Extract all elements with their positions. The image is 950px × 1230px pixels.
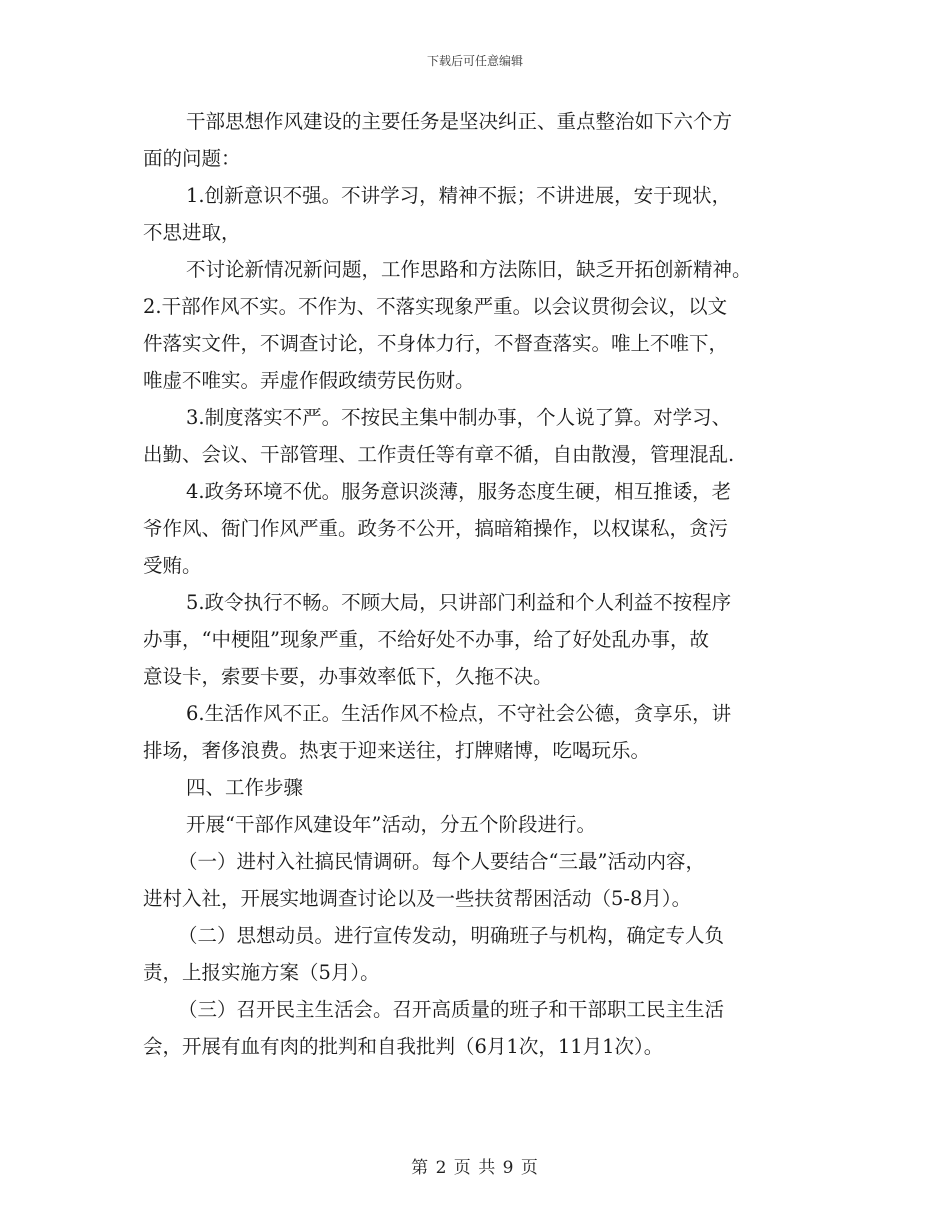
text-line: 排场，奢侈浪费。热衷于迎来送往，打牌赌博，吃喝玩乐。 <box>143 739 651 762</box>
text-line: （二）思想动员。进行宣传发动，明确班子与机构，确定专人负 <box>178 924 725 947</box>
document-body <box>143 103 803 1065</box>
text-line: 办事，“中梗阻”现象严重，不给好处不办事，给了好处乱办事，故 <box>143 628 709 651</box>
text-line: 责，上报实施方案（5月）。 <box>143 961 380 984</box>
page-number: 第 2 页 共 9 页 <box>411 1158 539 1178</box>
text-line: 6.生活作风不正。生活作风不检点，不守社会公德，贪享乐，讲 <box>186 702 732 725</box>
text-line: 意设卡，索要卡要，办事效率低下，久拖不决。 <box>143 665 553 688</box>
text-line: 面的问题： <box>143 147 241 170</box>
text-line: 4.政务环境不优。服务意识淡薄，服务态度生硬，相互推诿，老 <box>186 480 732 503</box>
text-line: 3.制度落实不严。不按民主集中制办事，个人说了算。对学习、 <box>186 406 732 429</box>
text-line: 不讨论新情况新问题，工作思路和方法陈旧，缺乏开拓创新精神。 <box>186 258 752 281</box>
text-line: 会，开展有血有肉的批判和自我批判（6月1次，11月1次）。 <box>143 1035 664 1058</box>
page-header-note: 下载后可任意编辑 <box>426 54 523 68</box>
text-line: 唯虚不唯实。弄虚作假政绩劳民伤财。 <box>143 369 475 392</box>
text-line: 1.创新意识不强。不讲学习，精神不振；不讲进展，安于现状， <box>186 184 732 207</box>
text-line: 四、工作步骤 <box>186 776 304 799</box>
text-line: 开展“干部作风建设年”活动，分五个阶段进行。 <box>186 813 596 836</box>
text-line: 进村入社，开展实地调查讨论以及一些扶贫帮困活动（5-8月）。 <box>143 887 692 910</box>
text-line: （一）进村入社搞民情调研。每个人要结合“三最”活动内容， <box>178 850 705 873</box>
text-line: （三）召开民主生活会。召开高质量的班子和干部职工民主生活 <box>178 998 725 1021</box>
text-line: 爷作风、衙门作风严重。政务不公开，搞暗箱操作，以权谋私，贪污 <box>143 517 729 540</box>
text-line: 5.政令执行不畅。不顾大局，只讲部门利益和个人利益不按程序 <box>186 591 732 614</box>
text-line: 2.干部作风不实。不作为、不落实现象严重。以会议贯彻会议，以文 <box>143 295 728 318</box>
text-line: 受贿。 <box>143 554 202 577</box>
text-line: 不思进取， <box>143 221 241 244</box>
text-line: 干部思想作风建设的主要任务是坚决纠正、重点整治如下六个方 <box>186 110 733 133</box>
text-line: 出勤、会议、干部管理、工作责任等有章不循，自由散漫，管理混乱. <box>143 443 735 466</box>
text-line: 件落实文件，不调查讨论，不身体力行，不督查落实。唯上不唯下， <box>143 332 729 355</box>
